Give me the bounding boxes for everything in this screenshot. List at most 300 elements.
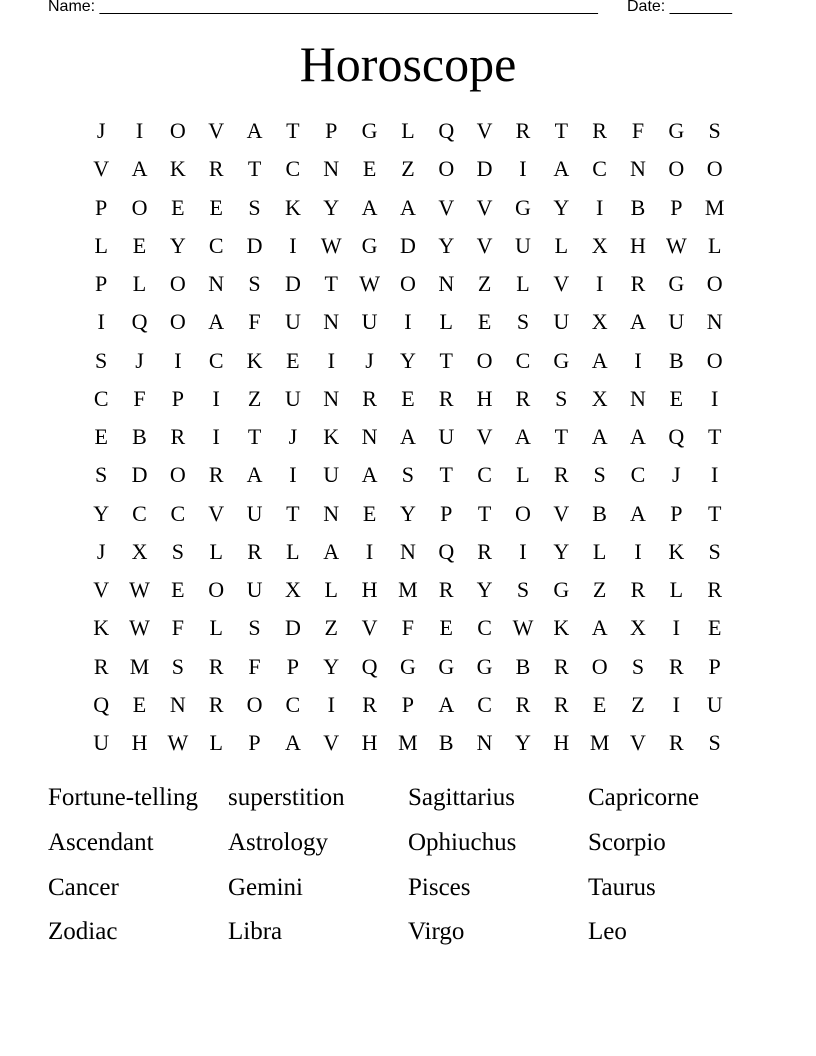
grid-row: [82, 495, 734, 533]
grid-letter[interactable]: A: [630, 309, 646, 335]
letter-grid: [82, 112, 734, 762]
grid-letter[interactable]: Y: [438, 232, 455, 258]
grid-letter[interactable]: O: [438, 156, 455, 182]
grid-letter[interactable]: C: [285, 691, 301, 717]
grid-letter[interactable]: A: [630, 500, 646, 526]
grid-letter[interactable]: E: [132, 691, 147, 717]
grid-letter[interactable]: M: [129, 653, 150, 679]
grid-letter[interactable]: W: [320, 232, 342, 258]
grid-letter[interactable]: O: [169, 118, 186, 144]
grid-letter[interactable]: R: [515, 385, 531, 411]
grid-letter[interactable]: R: [592, 118, 607, 144]
grid-letter[interactable]: O: [169, 309, 186, 335]
grid-letter[interactable]: F: [248, 653, 261, 679]
grid-letter[interactable]: P: [95, 194, 108, 220]
grid-letter[interactable]: G: [399, 653, 416, 679]
grid-letter[interactable]: C: [477, 462, 492, 488]
grid-letter[interactable]: E: [209, 194, 223, 220]
grid-letter[interactable]: X: [630, 615, 646, 641]
grid-letter[interactable]: N: [438, 271, 455, 297]
grid-letter[interactable]: A: [630, 424, 646, 450]
grid-row: [82, 380, 734, 418]
grid-letter[interactable]: W: [359, 271, 380, 297]
grid-letter[interactable]: Y: [553, 538, 570, 564]
grid-letter[interactable]: I: [327, 691, 335, 717]
grid-letter[interactable]: K: [284, 194, 301, 220]
grid-letter[interactable]: F: [631, 118, 645, 144]
grid-letter[interactable]: N: [630, 156, 646, 182]
grid-letter[interactable]: R: [247, 538, 262, 564]
grid-letter[interactable]: R: [553, 462, 569, 488]
grid-letter[interactable]: F: [248, 309, 261, 335]
grid-letter[interactable]: U: [438, 424, 455, 450]
grid-letter[interactable]: L: [554, 232, 569, 258]
grid-letter[interactable]: D: [399, 232, 416, 258]
grid-letter[interactable]: I: [711, 462, 719, 488]
grid-letter[interactable]: T: [707, 424, 722, 450]
grid-letter[interactable]: S: [171, 653, 184, 679]
grid-letter[interactable]: L: [592, 538, 607, 564]
grid-letter[interactable]: J: [365, 347, 374, 373]
grid-letter[interactable]: M: [398, 730, 418, 756]
grid-letter[interactable]: F: [133, 385, 146, 411]
grid-letter[interactable]: A: [515, 424, 531, 450]
word-bank-item: Leo: [588, 918, 627, 946]
name-field-label[interactable]: Name: ________________________________________________________: [48, 0, 598, 15]
grid-letter[interactable]: V: [476, 424, 493, 450]
grid-letter[interactable]: E: [401, 385, 415, 411]
grid-letter[interactable]: P: [171, 385, 184, 411]
grid-letter[interactable]: K: [553, 615, 570, 641]
grid-letter[interactable]: S: [248, 271, 261, 297]
grid-letter[interactable]: U: [246, 500, 263, 526]
grid-letter[interactable]: F: [401, 615, 415, 641]
grid-letter[interactable]: S: [95, 462, 108, 488]
grid-letter[interactable]: A: [399, 424, 416, 450]
grid-letter[interactable]: O: [591, 653, 608, 679]
grid-letter[interactable]: C: [132, 500, 147, 526]
grid-letter[interactable]: W: [167, 730, 189, 756]
grid-letter[interactable]: P: [325, 118, 338, 144]
grid-letter[interactable]: H: [630, 232, 646, 258]
grid-letter[interactable]: O: [399, 271, 416, 297]
grid-letter[interactable]: O: [706, 271, 723, 297]
grid-letter[interactable]: R: [208, 156, 224, 182]
grid-letter[interactable]: G: [361, 232, 378, 258]
grid-letter[interactable]: Z: [401, 156, 415, 182]
grid-letter[interactable]: K: [93, 615, 110, 641]
grid-letter[interactable]: N: [323, 156, 340, 182]
grid-letter[interactable]: T: [324, 271, 338, 297]
grid-letter[interactable]: S: [171, 538, 184, 564]
grid-letter[interactable]: P: [286, 653, 300, 679]
grid-letter[interactable]: J: [96, 538, 106, 564]
grid-letter[interactable]: I: [365, 538, 374, 564]
grid-letter[interactable]: L: [94, 232, 108, 258]
grid-letter[interactable]: R: [208, 653, 224, 679]
grid-letter[interactable]: N: [476, 730, 493, 756]
grid-letter[interactable]: O: [131, 194, 148, 220]
grid-letter[interactable]: U: [706, 691, 723, 717]
grid-letter[interactable]: B: [592, 500, 607, 526]
grid-letter[interactable]: N: [399, 538, 416, 564]
grid-letter[interactable]: I: [289, 232, 297, 258]
grid-letter[interactable]: J: [288, 424, 298, 450]
grid-letter[interactable]: A: [591, 424, 608, 450]
grid-letter[interactable]: R: [515, 118, 531, 144]
grid-letter[interactable]: Q: [93, 691, 110, 717]
grid-letter[interactable]: L: [132, 271, 147, 297]
grid-letter[interactable]: T: [247, 424, 262, 450]
grid-letter[interactable]: Y: [399, 500, 416, 526]
grid-letter[interactable]: M: [398, 577, 418, 603]
grid-letter[interactable]: E: [171, 194, 185, 220]
grid-letter[interactable]: E: [171, 577, 185, 603]
grid-letter[interactable]: A: [246, 462, 263, 488]
grid-letter[interactable]: N: [323, 385, 340, 411]
grid-letter[interactable]: U: [553, 309, 570, 335]
grid-letter[interactable]: R: [438, 577, 454, 603]
grid-letter[interactable]: Q: [438, 118, 455, 144]
grid-letter[interactable]: P: [708, 653, 721, 679]
grid-letter[interactable]: E: [707, 615, 722, 641]
grid-letter[interactable]: V: [476, 118, 493, 144]
grid-letter[interactable]: C: [477, 615, 492, 641]
grid-letter[interactable]: B: [515, 653, 531, 679]
grid-letter[interactable]: D: [476, 156, 493, 182]
grid-letter[interactable]: H: [476, 385, 493, 411]
grid-letter[interactable]: T: [286, 500, 300, 526]
grid-letter[interactable]: O: [169, 462, 186, 488]
grid-letter[interactable]: L: [209, 730, 223, 756]
grid-letter[interactable]: R: [208, 691, 224, 717]
grid-letter[interactable]: R: [93, 653, 109, 679]
grid-letter[interactable]: R: [438, 385, 454, 411]
grid-letter[interactable]: I: [595, 271, 604, 297]
grid-letter[interactable]: K: [323, 424, 340, 450]
grid-letter[interactable]: G: [668, 271, 685, 297]
grid-letter[interactable]: X: [591, 232, 608, 258]
grid-letter[interactable]: P: [670, 500, 683, 526]
grid-letter[interactable]: L: [286, 538, 300, 564]
grid-letter[interactable]: U: [284, 309, 301, 335]
grid-letter[interactable]: E: [362, 156, 377, 182]
grid-letter[interactable]: I: [519, 538, 527, 564]
grid-letter[interactable]: E: [477, 309, 492, 335]
grid-letter[interactable]: L: [324, 577, 338, 603]
grid-letter[interactable]: X: [591, 309, 608, 335]
grid-letter[interactable]: P: [440, 500, 453, 526]
grid-letter[interactable]: Z: [592, 577, 607, 603]
grid-letter[interactable]: N: [630, 385, 646, 411]
grid-letter[interactable]: I: [595, 194, 604, 220]
grid-letter[interactable]: E: [362, 500, 377, 526]
grid-letter[interactable]: A: [399, 194, 416, 220]
grid-letter[interactable]: G: [476, 653, 493, 679]
grid-letter[interactable]: K: [668, 538, 685, 564]
grid-letter[interactable]: D: [131, 462, 148, 488]
grid-letter[interactable]: R: [515, 691, 531, 717]
grid-letter[interactable]: E: [132, 232, 147, 258]
grid-letter[interactable]: N: [323, 500, 340, 526]
grid-letter[interactable]: G: [515, 194, 531, 220]
grid-letter[interactable]: D: [246, 232, 263, 258]
grid-letter[interactable]: J: [672, 462, 681, 488]
grid-row: [82, 303, 734, 341]
grid-letter[interactable]: A: [361, 194, 378, 220]
grid-letter[interactable]: I: [634, 538, 642, 564]
grid-letter[interactable]: S: [555, 385, 568, 411]
grid-letter[interactable]: C: [592, 156, 607, 182]
grid-letter[interactable]: I: [212, 424, 220, 450]
grid-letter[interactable]: O: [476, 347, 493, 373]
grid-letter[interactable]: R: [630, 271, 646, 297]
grid-letter[interactable]: V: [208, 118, 225, 144]
grid-letter[interactable]: R: [668, 653, 684, 679]
word-bank-item: Cancer: [48, 873, 119, 901]
grid-letter[interactable]: E: [286, 347, 300, 373]
grid-letter[interactable]: A: [438, 691, 455, 717]
grid-letter[interactable]: C: [170, 500, 186, 526]
grid-letter[interactable]: T: [554, 424, 569, 450]
grid-letter[interactable]: R: [170, 424, 186, 450]
grid-letter[interactable]: L: [516, 271, 530, 297]
grid-letter[interactable]: S: [708, 730, 721, 756]
grid-letter[interactable]: I: [672, 615, 680, 641]
grid-letter[interactable]: G: [438, 653, 455, 679]
grid-letter[interactable]: M: [589, 730, 610, 756]
grid-letter[interactable]: T: [439, 462, 453, 488]
grid-letter[interactable]: T: [247, 156, 262, 182]
grid-letter[interactable]: N: [169, 691, 186, 717]
grid-letter[interactable]: V: [361, 615, 378, 641]
grid-letter[interactable]: R: [707, 577, 723, 603]
grid-letter[interactable]: J: [135, 347, 144, 373]
grid-letter[interactable]: U: [361, 309, 378, 335]
grid-letter[interactable]: Q: [131, 309, 148, 335]
grid-letter[interactable]: G: [668, 118, 685, 144]
grid-letter[interactable]: B: [132, 424, 147, 450]
grid-letter[interactable]: C: [93, 385, 109, 411]
grid-letter[interactable]: X: [591, 385, 608, 411]
grid-letter[interactable]: V: [476, 194, 493, 220]
grid-letter[interactable]: C: [208, 347, 224, 373]
grid-letter[interactable]: U: [93, 730, 110, 756]
grid-letter[interactable]: I: [711, 385, 719, 411]
grid-letter[interactable]: E: [439, 615, 453, 641]
grid-letter[interactable]: N: [706, 309, 723, 335]
grid-letter[interactable]: C: [477, 691, 492, 717]
grid-letter[interactable]: P: [670, 194, 683, 220]
grid-letter[interactable]: D: [284, 615, 301, 641]
grid-letter[interactable]: Y: [399, 347, 416, 373]
grid-letter[interactable]: Z: [631, 691, 645, 717]
grid-letter[interactable]: H: [131, 730, 148, 756]
grid-letter[interactable]: G: [361, 118, 378, 144]
grid-letter[interactable]: Z: [477, 271, 492, 297]
grid-letter[interactable]: T: [286, 118, 300, 144]
grid-letter[interactable]: V: [476, 232, 493, 258]
grid-letter[interactable]: X: [131, 538, 148, 564]
grid-letter[interactable]: O: [706, 156, 723, 182]
grid-letter[interactable]: C: [208, 232, 224, 258]
grid-letter[interactable]: Q: [438, 538, 455, 564]
grid-letter[interactable]: W: [512, 615, 534, 641]
grid-letter[interactable]: E: [94, 424, 108, 450]
word-bank: [48, 776, 768, 955]
grid-letter[interactable]: T: [439, 347, 453, 373]
grid-letter[interactable]: Z: [247, 385, 262, 411]
grid-letter[interactable]: I: [212, 385, 220, 411]
grid-letter[interactable]: G: [553, 347, 570, 373]
grid-letter[interactable]: T: [554, 118, 569, 144]
grid-letter[interactable]: I: [634, 347, 642, 373]
grid-letter[interactable]: V: [93, 156, 110, 182]
grid-letter[interactable]: S: [401, 462, 415, 488]
grid-letter[interactable]: L: [209, 615, 223, 641]
grid-letter[interactable]: L: [516, 462, 530, 488]
grid-letter[interactable]: A: [208, 309, 225, 335]
grid-letter[interactable]: R: [362, 385, 377, 411]
grid-letter[interactable]: V: [93, 577, 110, 603]
grid-letter[interactable]: O: [668, 156, 685, 182]
grid-letter[interactable]: V: [208, 500, 225, 526]
grid-letter[interactable]: Y: [169, 232, 186, 258]
grid-letter[interactable]: K: [246, 347, 263, 373]
grid-letter[interactable]: C: [630, 462, 646, 488]
grid-letter[interactable]: U: [284, 385, 301, 411]
grid-letter[interactable]: I: [519, 156, 527, 182]
grid-letter[interactable]: N: [208, 271, 225, 297]
grid-letter[interactable]: V: [553, 500, 570, 526]
grid-letter[interactable]: O: [706, 347, 723, 373]
grid-letter[interactable]: T: [477, 500, 492, 526]
date-field-label[interactable]: Date: _______: [627, 0, 732, 15]
grid-letter[interactable]: S: [516, 309, 530, 335]
grid-letter[interactable]: I: [672, 691, 680, 717]
grid-row: [82, 418, 734, 456]
grid-letter[interactable]: F: [171, 615, 184, 641]
grid-letter[interactable]: B: [438, 730, 454, 756]
grid-letter[interactable]: H: [553, 730, 570, 756]
grid-letter[interactable]: S: [248, 194, 261, 220]
grid-letter[interactable]: W: [129, 577, 150, 603]
grid-letter[interactable]: I: [327, 347, 335, 373]
grid-letter[interactable]: Q: [668, 424, 685, 450]
grid-letter[interactable]: Y: [93, 500, 110, 526]
grid-letter[interactable]: V: [630, 730, 646, 756]
grid-letter[interactable]: R: [630, 577, 646, 603]
grid-letter[interactable]: D: [284, 271, 301, 297]
grid-letter[interactable]: A: [591, 347, 608, 373]
grid-letter[interactable]: O: [246, 691, 263, 717]
grid-letter[interactable]: H: [361, 730, 378, 756]
grid-letter[interactable]: R: [553, 653, 569, 679]
grid-letter[interactable]: Q: [361, 653, 378, 679]
grid-letter[interactable]: B: [630, 194, 646, 220]
grid-letter[interactable]: V: [438, 194, 455, 220]
grid-letter[interactable]: T: [707, 500, 722, 526]
grid-letter[interactable]: A: [553, 156, 570, 182]
grid-letter[interactable]: A: [131, 156, 148, 182]
grid-letter[interactable]: P: [248, 730, 261, 756]
grid-letter[interactable]: V: [323, 730, 340, 756]
grid-letter[interactable]: R: [668, 730, 684, 756]
grid-letter[interactable]: A: [246, 118, 263, 144]
grid-letter[interactable]: O: [169, 271, 186, 297]
grid-letter[interactable]: I: [289, 462, 297, 488]
grid-letter[interactable]: N: [361, 424, 378, 450]
grid-letter[interactable]: I: [135, 118, 144, 144]
grid-letter[interactable]: R: [553, 691, 569, 717]
grid-letter[interactable]: A: [361, 462, 378, 488]
grid-letter[interactable]: L: [669, 577, 684, 603]
grid-letter[interactable]: O: [208, 577, 225, 603]
grid-letter[interactable]: R: [362, 691, 377, 717]
grid-letter[interactable]: S: [708, 538, 721, 564]
grid-letter[interactable]: E: [669, 385, 684, 411]
grid-letter[interactable]: Y: [553, 194, 570, 220]
grid-letter[interactable]: Y: [476, 577, 493, 603]
grid-letter[interactable]: I: [174, 347, 182, 373]
grid-letter[interactable]: Y: [323, 653, 340, 679]
grid-letter[interactable]: S: [95, 347, 108, 373]
grid-letter[interactable]: C: [285, 156, 301, 182]
grid-letter[interactable]: S: [708, 118, 721, 144]
grid-letter[interactable]: Z: [324, 615, 338, 641]
grid-letter[interactable]: A: [284, 730, 301, 756]
grid-letter[interactable]: Y: [515, 730, 531, 756]
grid-letter[interactable]: L: [209, 538, 223, 564]
grid-letter[interactable]: N: [323, 309, 340, 335]
grid-letter[interactable]: A: [591, 615, 608, 641]
grid-letter[interactable]: S: [631, 653, 645, 679]
grid-letter[interactable]: W: [665, 232, 687, 258]
grid-letter[interactable]: J: [96, 118, 106, 144]
grid-letter[interactable]: L: [439, 309, 453, 335]
grid-letter[interactable]: L: [707, 232, 722, 258]
word-bank-item: Taurus: [588, 873, 656, 901]
grid-letter[interactable]: S: [516, 577, 530, 603]
grid-letter[interactable]: X: [284, 577, 301, 603]
grid-letter[interactable]: W: [129, 615, 150, 641]
grid-letter[interactable]: U: [323, 462, 340, 488]
grid-letter[interactable]: E: [592, 691, 607, 717]
grid-letter[interactable]: M: [704, 194, 725, 220]
grid-letter[interactable]: Y: [323, 194, 340, 220]
grid-letter[interactable]: P: [95, 271, 108, 297]
grid-letter[interactable]: B: [668, 347, 684, 373]
grid-letter[interactable]: P: [401, 691, 415, 717]
grid-letter[interactable]: R: [208, 462, 224, 488]
grid-letter[interactable]: V: [553, 271, 570, 297]
grid-letter[interactable]: I: [97, 309, 105, 335]
grid-letter[interactable]: K: [169, 156, 186, 182]
grid-letter[interactable]: S: [248, 615, 261, 641]
grid-letter[interactable]: G: [553, 577, 570, 603]
grid-letter[interactable]: S: [593, 462, 606, 488]
grid-letter[interactable]: I: [404, 309, 412, 335]
grid-letter[interactable]: L: [401, 118, 415, 144]
grid-letter[interactable]: H: [361, 577, 378, 603]
grid-letter[interactable]: C: [515, 347, 531, 373]
grid-letter[interactable]: U: [515, 232, 531, 258]
grid-letter[interactable]: U: [246, 577, 263, 603]
grid-letter[interactable]: R: [477, 538, 492, 564]
grid-letter[interactable]: A: [323, 538, 340, 564]
grid-letter[interactable]: O: [515, 500, 531, 526]
grid-letter[interactable]: U: [668, 309, 685, 335]
